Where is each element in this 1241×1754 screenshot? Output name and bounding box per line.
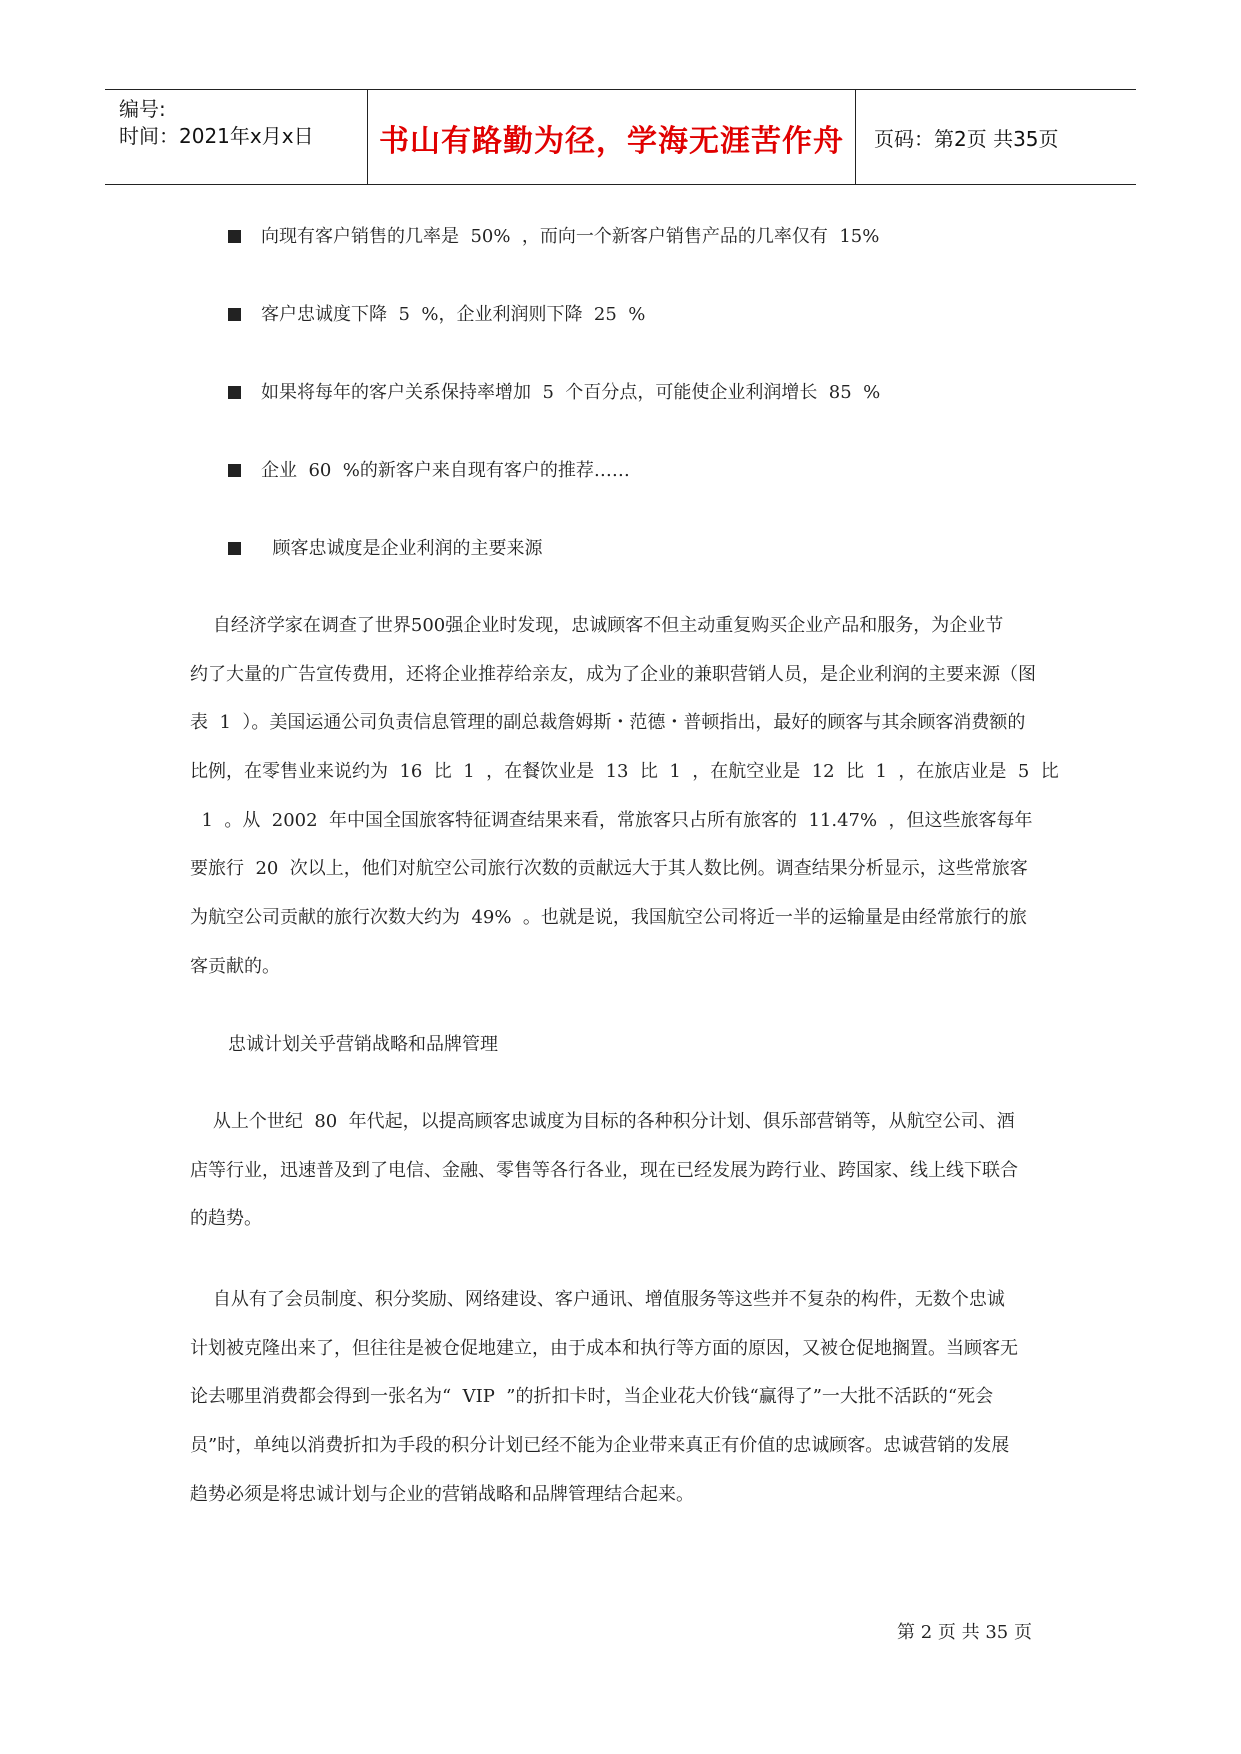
paragraph-line: 从上个世纪 80 年代起，以提高顾客忠诚度为目标的各种积分计划、俱乐部营销等，从航空公司、酒 [190,1111,1015,1132]
header-meta-cell [105,90,368,184]
square-bullet-icon [228,464,241,477]
square-bullet-icon [228,308,241,321]
page-footer: 第 2 页 共 35 页 [897,1622,1032,1643]
paragraph-line: 客贡献的。 [190,955,280,977]
paragraph-line: 店等行业，迅速普及到了电信、金融、零售等各行各业，现在已经发展为跨行业、跨国家、线上线下联合 [190,1159,1018,1181]
paragraph-line: 约了大量的广告宣传费用，还将企业推荐给亲友，成为了企业的兼职营销人员，是企业利润的主要来源（图 [190,663,1036,685]
paragraph-line: 自从有了会员制度、积分奖励、网络建设、客户通讯、增值服务等这些并不复杂的构件，无数个忠诚 [190,1289,1005,1310]
bullet-item [228,378,880,404]
bullet-text: 客户忠诚度下降 5 %，企业利润则下降 25 % [261,304,646,325]
paragraph-line: 1 。从 2002 年中国全国旅客特征调查结果来看，常旅客只占所有旅客的 11.47% ，但这些旅客每年 [190,809,1033,831]
bullet-text: 顾客忠诚度是企业利润的主要来源 [261,538,543,559]
paragraph-line: 趋势必须是将忠诚计划与企业的营销战略和品牌管理结合起来。 [190,1483,694,1505]
paragraph-loyal-customers [190,602,1059,992]
paragraph-line: 为航空公司贡献的旅行次数大约为 49% 。也就是说，我国航空公司将近一半的运输量是由经常旅行的旅 [190,907,1027,929]
paragraph-line: 要旅行 20 次以上，他们对航空公司旅行次数的贡献远大于其人数比例。调查结果分析显示，这些常旅客 [190,858,1028,880]
paragraph-loyalty-history [190,1098,1050,1244]
document-header [105,89,1136,185]
serial-number-label: 编号: [119,97,166,121]
paragraph-line: 员”时，单纯以消费折扣为手段的积分计划已经不能为企业带来真正有价值的忠诚顾客。忠诚营销的发展 [190,1435,1010,1457]
section-subheading: 忠诚计划关乎营销战略和品牌管理 [228,1034,498,1055]
square-bullet-icon [228,386,241,399]
bullet-text: 企业 60 %的新客户来自现有客户的推荐…… [261,460,630,481]
square-bullet-icon [228,230,241,243]
paragraph-line: 论去哪里消费都会得到一张名为“ VIP ”的折扣卡时，当企业花大价钱“赢得了”一大批不活跃的“死会 [190,1386,994,1408]
header-page-info: 页码：第2页 共35页 [874,127,1059,151]
time-label: 时间：2021年x月x日 [119,124,314,148]
bullet-item [228,300,645,326]
bullet-item [228,456,630,482]
paragraph-line: 的趋势。 [190,1208,262,1230]
bullet-text: 如果将每年的客户关系保持率增加 5 个百分点，可能使企业利润增长 85 % [261,382,881,403]
square-bullet-icon [228,542,241,555]
bullet-text: 向现有客户销售的几率是 50% ，而向一个新客户销售产品的几率仅有 15% [261,226,880,247]
bullet-item [228,222,879,248]
bullet-item [228,534,542,560]
header-motto-cell [368,90,856,184]
paragraph-line: 计划被克隆出来了，但往往是被仓促地建立，由于成本和执行等方面的原因，又被仓促地搁置。当顾客无 [190,1337,1018,1359]
paragraph-loyalty-trend [190,1276,1050,1519]
paragraph-line: 比例，在零售业来说约为 16 比 1 ，在餐饮业是 13 比 1 ，在航空业是 12 比 1 ，在旅店业是 5 比 [190,761,1059,783]
header-motto: 书山有路勤为径，学海无涯苦作舟 [379,124,844,159]
paragraph-line: 自经济学家在调查了世界500强企业时发现，忠诚顾客不但主动重复购买企业产品和服务，为企业节 [190,615,1004,636]
header-page-cell [856,90,1136,184]
paragraph-line: 表 1 ）。美国运通公司负责信息管理的副总裁詹姆斯・范德・普顿指出，最好的顾客与其余顾客消费额的 [190,712,1026,734]
